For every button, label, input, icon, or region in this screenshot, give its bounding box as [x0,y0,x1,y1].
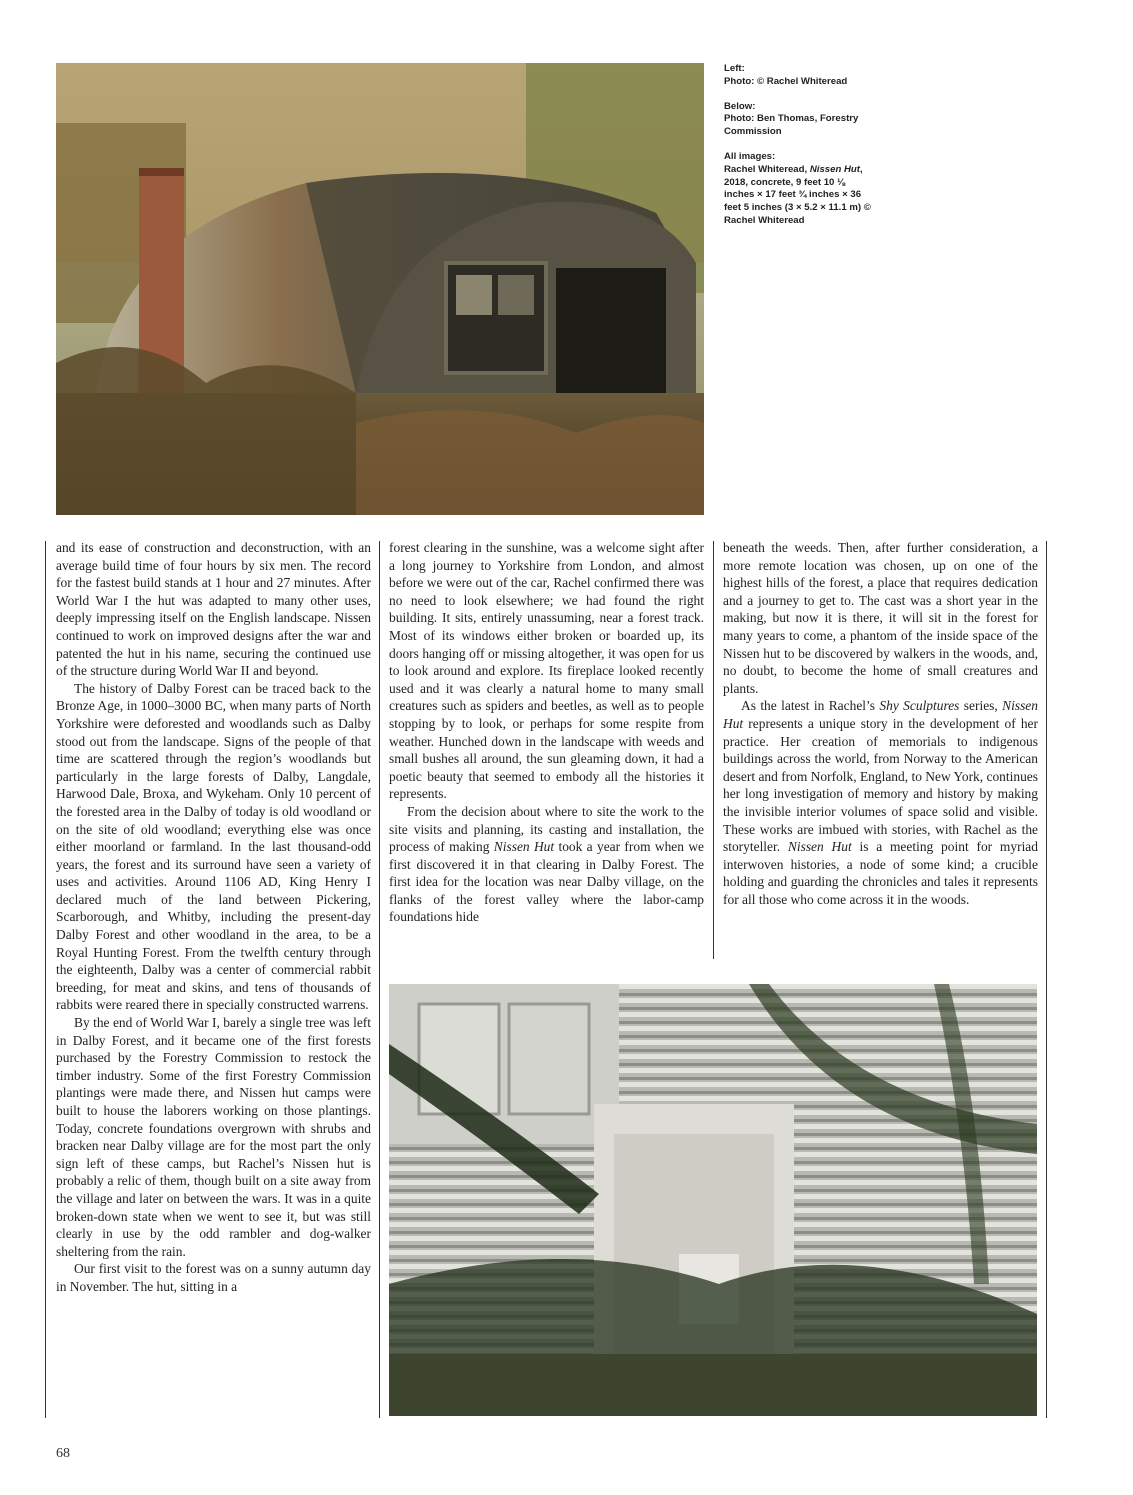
paragraph [389,803,704,926]
series-title: Shy Sculptures [879,698,960,714]
page-number: 68 [56,1446,70,1461]
text-run: took a year from when we first discovered it in that clearing in Dalby Forest. The first idea for the location was near Dalby village, on the flanks of the forest valley where the labor-camp foundations hide [389,839,704,925]
caption-all-title: All images: [724,150,776,162]
paragraph: forest clearing in the sunshine, was a welcome sight after a long journey to Yorkshire from London, and almost before we were out of the car, Rachel confirmed there was no need to look elsewhere; we had found the right building. It sits, entirely unassuming, near a forest track. Most of its windows either broken or boarded up, its doors hanging off or missing altogether, it was open for us to look around and explore. Its fireplace looked recently used and it was clearly a natural home to many small creatures such as spiders and beetles, as well as to people stopping by to look, or perhaps for some respite from weather. Hunched down in the landscape with weeds and small bushes all around, the sun gleaming down, it had a poetic beauty that seemed to embody all the histories it represents. [389,540,704,802]
caption-left [724,63,874,89]
photo-concrete-nissen-hut [389,984,1037,1416]
paragraph: beneath the weeds. Then, after further consideration, a more remote location was chosen, up on one of the highest hills of the forest, a place that requires dedication and a journey to get to. The cast was a short year in the making, but now it is there, it will sit in the forest for many years to come, a phantom of the inside space of the Nissen hut to be discovered by walkers in the woods, and, no doubt, to become the home of small creatures and plants. [723,540,1038,696]
column-rule-2 [713,541,714,959]
photo-derelict-nissen-hut [56,63,704,515]
text-run: As the latest in Rachel’s [741,698,880,714]
text-run: series, [959,698,1003,714]
text-column-3 [723,539,1038,908]
caption-all [724,151,874,228]
work-title: Nissen Hut [723,698,1038,731]
text-column-1 [56,539,371,1296]
text-column-2 [389,539,704,926]
column-rule-right [1046,541,1047,1418]
photo-captions [724,63,874,240]
caption-artist: Rachel Whiteread, [724,163,810,175]
text-run: represents a unique story in the development of her practice. Her creation of memorials to indigenous buildings across the world, from Norway to the American desert and from Norfolk, England, to New York, continues her long investigation of memory and history by making the invisible interior volumes of space solid and visible. These works are imbued with stories, with Rachel as the storyteller. [723,715,1038,855]
paragraph: By the end of World War I, barely a single tree was left in Dalby Forest, and it became one of the first forests purchased by the Forestry Commission to restock the timber industry. Some of the first Forestry Commission plantings were made there, and Nissen hut camps were built to house the laborers working on those plantings. Today, concrete foundations overgrown with shrubs and bracken near Dalby village are for the most part the only sign left of these camps, but Rachel’s Nissen hut is probably a relic of them, though built on a site away from the village and later on between the wars. It was in a quite broken-down state when we went to see it, but was still clearly in use by the odd rambler and dog-walker sheltering from the rain. [56,1015,371,1259]
caption-all-details [724,164,874,228]
paragraph: The history of Dalby Forest can be traced back to the Bronze Age, in 1000–3000 BC, when many parts of North Yorkshire were deforested and woodlands such as Dalby stood out from the landscape. Signs of the people of that time are scattered through the region’s woodlands but particularly in the large forests of Dalby, Langdale, Harwood Dale, Broxa, and Wykeham. Only 10 percent of the forested area in the Dalby of today is old woodland or on the site of old woodland; everything else was once either moorland or farmland. In the last thousand-odd years, the forest and its surround have seen a variety of uses and activities. Around 1106 AD, King Henry I declared much of the land between Pickering, Scarborough, and Whitby, including the present-day Dalby Forest and other woodland in the area, to be a Royal Hunting Forest. From the twelfth century through the eighteenth, Dalby was a center of commercial rabbit breeding, for meat and skins, and tens of thousands of rabbits were reared there in specially constructed warrens. [56,680,371,1013]
caption-work-details: , 2018, concrete, 9 feet 10 ⅛ inches × 17 feet ¾ inches × 36 feet 5 inches (3 × 5.2 × 11.1 m) © Rachel Whiteread [724,163,871,226]
caption-work-title: Nissen Hut [809,163,860,175]
caption-below-credit: Photo: Ben Thomas, Forestry Commission [724,113,859,138]
caption-left-credit: Photo: © Rachel Whiteread [724,75,848,87]
column-rule-left [45,541,46,1418]
paragraph: Our first visit to the forest was on a sunny autumn day in November. The hut, sitting in a [56,1261,371,1294]
text-run: From the decision about where to site the work to the site visits and planning, its casting and installation, the process of making [389,803,704,855]
work-title: Nissen Hut [787,839,852,855]
caption-below [724,101,874,139]
paragraph [723,697,1038,908]
work-title: Nissen Hut [493,839,555,855]
column-rule-1 [379,541,380,1418]
text-run: is a meeting point for myriad interwoven histories, a node of some kind; a crucible holding and guarding the chronicles and tales it represents for all those who come across it in the woods. [723,839,1038,907]
caption-left-title: Left: [724,63,745,74]
caption-below-title: Below: [724,100,756,112]
paragraph: and its ease of construction and deconstruction, with an average build time of four hours by six men. The record for the fastest build stands at 1 hour and 27 minutes. After World War I the hut was adapted to many other uses, deeply impressing itself on the English landscape. Nissen continued to work on improved designs after the war and patented the hut in his name, securing the continued use of the structure during World War II and beyond. [56,540,371,679]
